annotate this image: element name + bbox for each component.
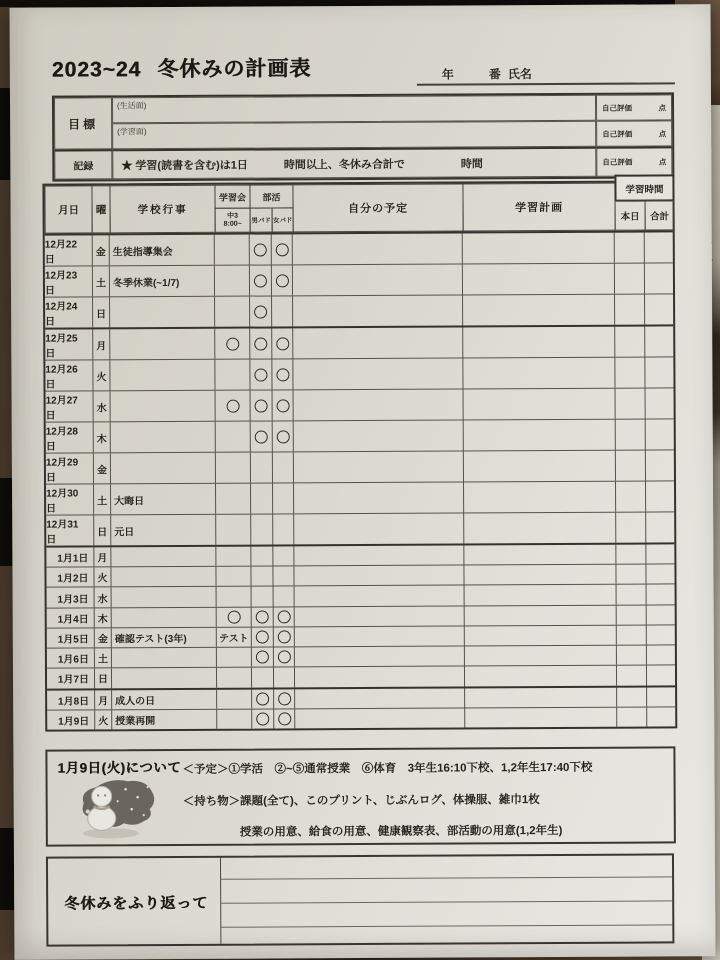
table-row xyxy=(46,450,674,484)
circle-mark xyxy=(254,368,267,381)
study-session-cell xyxy=(216,515,251,545)
circle-mark xyxy=(254,305,267,318)
study-session-cell xyxy=(216,547,251,566)
day-cell: 火 xyxy=(94,568,111,587)
date-cell: 1月6日 xyxy=(47,648,95,667)
record-label: 記録 xyxy=(54,149,112,179)
today-time-cell xyxy=(616,420,646,450)
study-session-cell xyxy=(215,360,250,390)
jan9-schedule-line: ＜予定＞①学活 ②~⑤通常授業 ⑥体育 3年生16:10下校、1,2年生17:40下校 xyxy=(182,761,593,776)
table-row xyxy=(45,263,673,297)
header-study-plan: 学習計画 xyxy=(462,183,615,232)
club-girls-cell xyxy=(274,668,295,687)
today-time-cell xyxy=(616,451,646,481)
goal-life-row: (生活面) xyxy=(112,95,596,124)
today-time-cell xyxy=(616,513,646,543)
study-plan-cell xyxy=(465,585,617,605)
total-time-cell xyxy=(647,645,676,664)
circle-mark xyxy=(277,630,290,643)
study-session-cell xyxy=(216,567,251,586)
event-cell xyxy=(111,422,216,453)
record-text: ★ 学習(読書を含む)は1日 時間以上、冬休み合計で 時間 xyxy=(112,147,596,180)
circle-mark xyxy=(226,399,239,412)
study-plan-cell xyxy=(463,233,615,264)
study-plan-cell xyxy=(463,264,615,295)
study-plan-cell xyxy=(463,327,615,358)
header-study-time: 学習時間 xyxy=(614,174,674,201)
club-boys-cell xyxy=(251,546,273,565)
club-girls-cell xyxy=(274,709,295,728)
total-time-cell xyxy=(646,481,675,511)
club-girls-cell xyxy=(274,647,295,666)
my-plan-cell xyxy=(295,708,465,728)
date-cell: 1月9日 xyxy=(47,710,95,729)
day-cell: 木 xyxy=(94,422,111,452)
my-plan-cell xyxy=(295,647,465,667)
date-cell: 12月31日 xyxy=(46,515,94,545)
club-boys-cell xyxy=(250,265,272,295)
my-plan-cell xyxy=(294,513,464,544)
goal-label: 目標 xyxy=(54,97,112,149)
event-cell xyxy=(110,297,215,328)
club-girls-cell xyxy=(273,546,294,565)
study-session-cell xyxy=(217,668,252,687)
name-field-name: 氏名 xyxy=(507,67,532,82)
circle-mark xyxy=(276,337,289,350)
today-time-cell xyxy=(617,666,647,685)
my-plan-cell xyxy=(295,688,465,708)
header-study-session: 学習会 xyxy=(214,185,250,209)
event-cell xyxy=(111,547,216,567)
date-cell: 1月8日 xyxy=(47,690,95,709)
club-girls-cell xyxy=(272,234,293,264)
circle-mark xyxy=(277,610,290,623)
page-title xyxy=(52,52,311,83)
writing-line xyxy=(220,924,672,927)
today-time-cell xyxy=(617,625,647,644)
snowman-illustration xyxy=(66,775,161,841)
study-plan-cell xyxy=(464,513,616,544)
club-girls-cell xyxy=(274,607,295,626)
event-cell xyxy=(112,607,217,627)
goal-study-row: (学習面) xyxy=(112,121,596,150)
total-time-cell xyxy=(646,388,675,418)
study-plan-cell xyxy=(464,545,616,565)
day-cell: 火 xyxy=(93,360,110,390)
event-cell xyxy=(110,329,215,360)
jan9-info-box xyxy=(45,746,675,846)
club-girls-cell xyxy=(274,627,295,646)
club-boys-cell xyxy=(251,452,273,482)
event-cell: 元日 xyxy=(111,515,216,546)
study-session-cell xyxy=(215,329,250,359)
study-plan-cell xyxy=(465,626,617,646)
study-plan-cell xyxy=(463,295,615,326)
table-row xyxy=(47,707,675,730)
today-time-cell xyxy=(617,707,647,726)
study-plan-cell xyxy=(465,646,617,666)
study-plan-cell xyxy=(465,687,617,707)
day-cell: 土 xyxy=(95,648,112,667)
circle-mark xyxy=(276,368,289,381)
club-boys-cell xyxy=(250,359,272,389)
total-time-cell xyxy=(647,707,676,726)
name-field-year: 年 xyxy=(441,67,454,82)
total-time-cell xyxy=(646,419,675,449)
my-plan-cell xyxy=(294,389,464,420)
study-session-cell xyxy=(215,266,250,296)
today-time-cell xyxy=(615,295,645,325)
circle-mark xyxy=(278,692,291,705)
circle-mark xyxy=(275,274,288,287)
circle-mark xyxy=(276,399,289,412)
day-cell: 金 xyxy=(93,235,110,265)
study-session-cell xyxy=(215,297,250,327)
club-boys-cell xyxy=(252,709,274,728)
jan9-items-line: ＜持ち物＞課題(全て)、このプリント、じぶんログ、体操服、雑巾1枚 xyxy=(182,794,540,808)
study-session-cell xyxy=(216,422,251,452)
club-boys-cell xyxy=(251,514,273,544)
study-plan-cell xyxy=(463,358,615,389)
my-plan-cell xyxy=(295,667,465,687)
table-row xyxy=(45,326,673,360)
today-time-cell xyxy=(616,482,646,512)
total-time-cell xyxy=(647,605,676,624)
circle-mark xyxy=(256,610,269,623)
today-time-cell xyxy=(617,646,647,665)
day-cell: 木 xyxy=(95,608,112,627)
today-time-cell xyxy=(615,358,645,388)
my-plan-cell xyxy=(293,295,463,326)
event-cell xyxy=(110,360,215,391)
club-girls-cell xyxy=(274,587,295,606)
event-cell xyxy=(112,668,217,688)
my-plan-cell xyxy=(295,626,465,646)
study-session-cell xyxy=(217,607,252,626)
day-cell: 月 xyxy=(93,329,110,359)
circle-mark xyxy=(254,243,267,256)
study-session-cell: テスト xyxy=(217,627,252,646)
header-day: 曜 xyxy=(91,185,110,233)
table-row xyxy=(45,294,673,329)
circle-mark xyxy=(278,712,291,725)
total-time-cell xyxy=(646,512,675,542)
club-boys-cell xyxy=(251,421,273,451)
today-time-cell xyxy=(615,327,645,357)
day-cell: 金 xyxy=(95,628,112,647)
circle-mark xyxy=(255,430,268,443)
club-girls-cell xyxy=(273,421,294,451)
event-cell xyxy=(112,648,217,668)
club-girls-cell xyxy=(273,483,294,513)
study-session-cell xyxy=(216,391,251,421)
study-session-cell xyxy=(217,689,252,708)
table-row xyxy=(45,232,673,266)
study-session-cell xyxy=(216,453,251,483)
event-cell: 生徒指導集会 xyxy=(110,235,215,266)
event-cell: 確認テスト(3年) xyxy=(112,628,217,648)
day-cell: 日 xyxy=(94,515,111,545)
total-time-cell xyxy=(646,450,675,480)
club-girls-cell xyxy=(272,265,293,295)
club-boys-cell xyxy=(252,668,274,687)
event-cell xyxy=(111,391,216,422)
schedule-table-body xyxy=(45,232,676,729)
total-time-cell xyxy=(645,232,674,262)
event-cell xyxy=(112,587,217,607)
my-plan-cell xyxy=(293,327,463,358)
day-cell: 日 xyxy=(95,669,112,688)
my-plan-cell xyxy=(294,420,464,451)
circle-mark xyxy=(275,243,288,256)
date-cell: 12月27日 xyxy=(46,391,94,421)
study-session-cell xyxy=(217,709,252,728)
header-today: 本日 xyxy=(615,201,646,231)
date-cell: 12月29日 xyxy=(46,453,94,483)
date-cell: 12月30日 xyxy=(46,484,94,514)
circle-mark xyxy=(255,399,268,412)
club-boys-cell xyxy=(252,689,274,708)
date-cell: 12月25日 xyxy=(45,329,93,359)
date-cell: 1月1日 xyxy=(46,547,94,566)
club-girls-cell xyxy=(273,567,294,586)
study-plan-cell xyxy=(464,482,616,513)
date-cell: 1月2日 xyxy=(46,568,94,587)
jan9-info-label: 1月9日(火)について xyxy=(57,759,182,776)
background-shadow-band xyxy=(0,828,14,910)
my-plan-cell xyxy=(294,545,464,565)
header-date: 月日 xyxy=(44,185,92,233)
header-club-girls: 女バド xyxy=(272,207,294,232)
study-session-cell xyxy=(215,235,250,265)
day-cell: 土 xyxy=(93,266,110,296)
circle-mark xyxy=(256,692,269,705)
club-boys-cell xyxy=(252,607,274,626)
self-eval-cell: 自己評価 点 xyxy=(596,120,672,146)
date-cell: 12月22日 xyxy=(45,235,93,265)
day-cell: 日 xyxy=(93,297,110,327)
date-cell: 12月28日 xyxy=(46,422,94,452)
club-girls-cell xyxy=(273,514,294,544)
study-plan-cell xyxy=(465,707,617,727)
event-cell: 授業再開 xyxy=(112,710,217,730)
today-time-cell xyxy=(615,264,645,294)
study-plan-cell xyxy=(464,451,616,482)
date-cell: 12月24日 xyxy=(45,297,93,327)
date-cell: 1月4日 xyxy=(47,608,95,627)
table-row xyxy=(46,388,674,422)
writing-line xyxy=(220,900,672,903)
day-cell: 火 xyxy=(95,710,112,729)
self-eval-cell: 自己評価 点 xyxy=(596,94,672,120)
my-plan-cell xyxy=(293,264,463,295)
review-label: 冬休みをふり返って xyxy=(64,894,209,913)
club-boys-cell xyxy=(250,296,272,326)
club-girls-cell xyxy=(274,689,295,708)
my-plan-cell xyxy=(295,586,465,606)
total-time-cell xyxy=(645,263,674,293)
writing-line xyxy=(220,876,672,879)
goal-record-box xyxy=(52,92,674,181)
club-girls-cell xyxy=(272,359,293,389)
today-time-cell xyxy=(617,605,647,624)
day-cell: 水 xyxy=(94,391,111,421)
study-session-cell xyxy=(217,648,252,667)
review-box-divider xyxy=(220,858,221,944)
club-boys-cell xyxy=(251,483,273,513)
club-boys-cell xyxy=(250,234,272,264)
today-time-cell xyxy=(617,687,647,706)
day-cell: 月 xyxy=(95,690,112,709)
total-time-cell xyxy=(645,326,674,356)
club-girls-cell xyxy=(273,390,294,420)
my-plan-cell xyxy=(295,606,465,626)
date-cell: 12月26日 xyxy=(45,360,93,390)
header-club-boys: 男バド xyxy=(250,207,273,232)
schedule-table-header xyxy=(44,182,672,235)
today-time-cell xyxy=(616,545,646,564)
club-girls-cell xyxy=(272,296,293,326)
study-plan-cell xyxy=(464,420,616,451)
club-boys-cell xyxy=(251,567,273,586)
total-time-cell xyxy=(647,625,676,644)
study-plan-cell xyxy=(464,389,616,420)
day-cell: 水 xyxy=(95,588,112,607)
header-total: 合計 xyxy=(645,200,675,230)
review-box xyxy=(46,853,674,946)
name-field-number: 番 xyxy=(488,67,501,82)
event-cell: 冬季休業(~1/7) xyxy=(110,266,215,297)
my-plan-cell xyxy=(293,233,463,264)
plan-sheet-paper xyxy=(10,4,716,960)
club-boys-cell xyxy=(252,627,274,646)
study-plan-cell xyxy=(464,565,616,585)
date-cell: 1月7日 xyxy=(47,669,95,688)
club-girls-cell xyxy=(273,452,294,482)
header-club: 部活 xyxy=(249,184,293,208)
circle-mark xyxy=(227,610,240,623)
date-cell: 1月5日 xyxy=(47,628,95,647)
circle-mark xyxy=(256,712,269,725)
club-boys-cell xyxy=(252,648,274,667)
today-time-cell xyxy=(617,585,647,604)
table-row xyxy=(45,357,673,391)
study-plan-cell xyxy=(465,605,617,625)
jan9-items-line2: 授業の用意、給食の用意、健康観察表、部活動の用意(1,2年生) xyxy=(239,824,563,839)
circle-mark xyxy=(277,651,290,664)
day-cell: 金 xyxy=(94,453,111,483)
study-plan-cell xyxy=(465,666,617,686)
event-cell xyxy=(111,453,216,484)
event-cell xyxy=(111,567,216,587)
today-time-cell xyxy=(615,233,645,263)
my-plan-cell xyxy=(294,451,464,482)
day-cell: 月 xyxy=(94,547,111,566)
my-plan-cell xyxy=(293,358,463,389)
club-boys-cell xyxy=(252,587,274,606)
table-row xyxy=(46,512,674,547)
study-session-cell xyxy=(217,587,252,606)
total-time-cell xyxy=(646,544,675,563)
study-session-cell xyxy=(216,484,251,514)
total-time-cell xyxy=(647,666,676,685)
circle-mark xyxy=(276,430,289,443)
event-cell: 成人の日 xyxy=(112,689,217,709)
header-study-session-sub: 中3 8:00~ xyxy=(215,208,251,233)
title-year-range: 2023~24 xyxy=(51,58,142,82)
club-boys-cell xyxy=(250,328,272,358)
club-girls-cell xyxy=(272,328,293,358)
circle-mark xyxy=(226,337,239,350)
title-text: 冬休みの計画表 xyxy=(157,57,312,82)
header-my-plan: 自分の予定 xyxy=(292,183,463,232)
table-row xyxy=(46,481,674,515)
event-cell: 大晦日 xyxy=(111,484,216,515)
total-time-cell xyxy=(645,357,674,387)
table-row xyxy=(46,419,674,453)
circle-mark xyxy=(254,274,267,287)
total-time-cell xyxy=(645,294,674,324)
self-eval-cell: 自己評価 点 xyxy=(596,146,672,176)
total-time-cell xyxy=(646,565,675,584)
today-time-cell xyxy=(616,389,646,419)
total-time-cell xyxy=(647,585,676,604)
club-boys-cell xyxy=(251,390,273,420)
my-plan-cell xyxy=(294,482,464,513)
day-cell: 土 xyxy=(94,484,111,514)
schedule-table xyxy=(42,180,677,731)
date-cell: 12月23日 xyxy=(45,266,93,296)
total-time-cell xyxy=(647,687,676,706)
circle-mark xyxy=(256,630,269,643)
my-plan-cell xyxy=(294,566,464,586)
name-underline xyxy=(417,82,675,85)
circle-mark xyxy=(254,337,267,350)
header-school-event: 学校行事 xyxy=(109,185,215,234)
date-cell: 1月3日 xyxy=(47,588,95,607)
today-time-cell xyxy=(616,565,646,584)
circle-mark xyxy=(256,651,269,664)
